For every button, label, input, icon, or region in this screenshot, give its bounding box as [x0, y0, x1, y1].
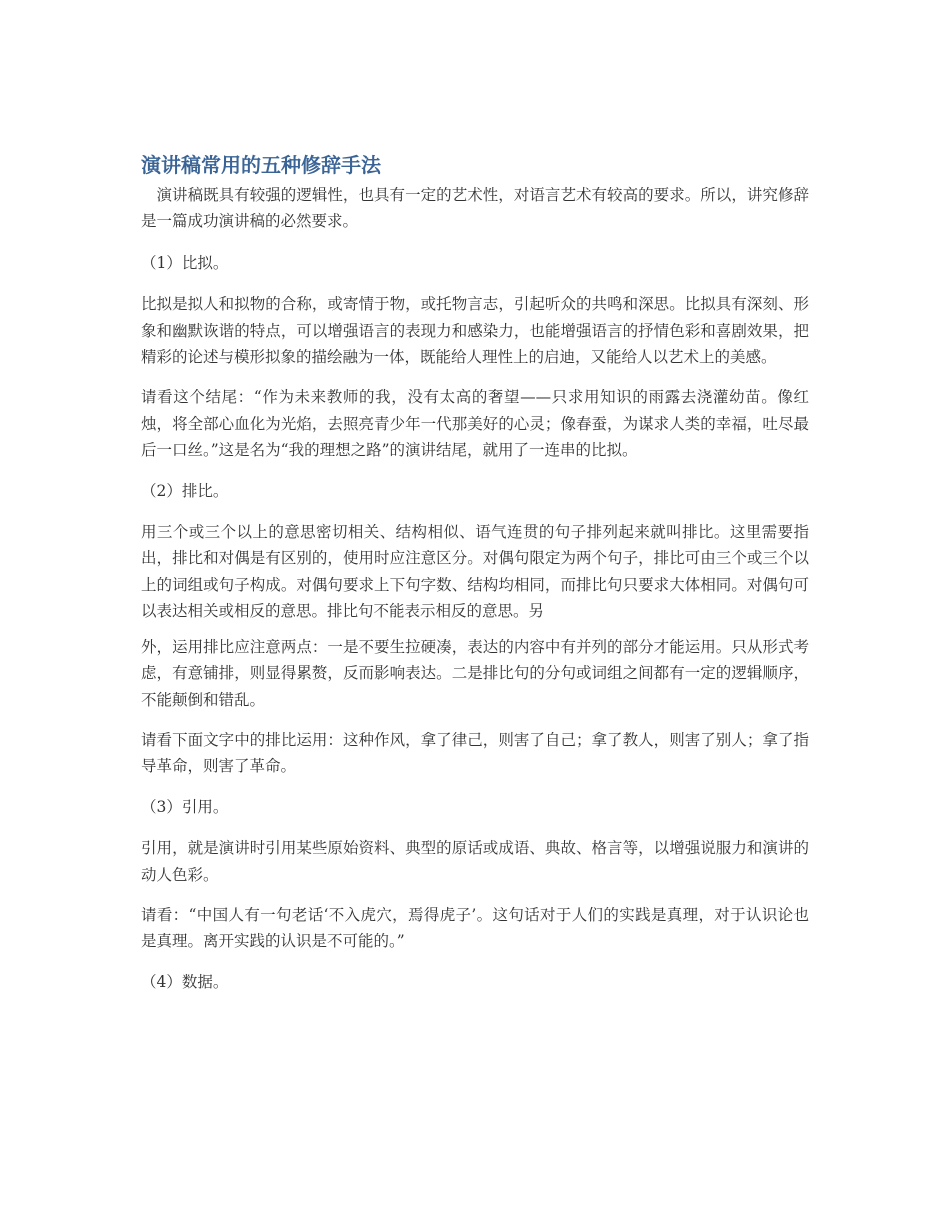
paragraph-yinyong-example: 请看：“中国人有一句老话‘不入虎穴，焉得虎子’。这句话对于人们的实践是真理，对于认识论也是真理。离开实践的认识是不可能的。” [141, 905, 809, 951]
section-heading-shuju: （4）数据。 [141, 972, 229, 991]
section-heading-bini: （1）比拟。 [141, 253, 229, 272]
paragraph-yinyong-definition: 引用，就是演讲时引用某些原始资料、典型的原话或成语、典故、格言等，以增强说服力和演讲的动人色彩。 [141, 839, 809, 884]
paragraph-paibi-definition: 用三个或三个以上的意思密切相关、结构相似、语气连贯的句子排列起来就叫排比。这里需要指出，排比和对偶是有区别的，使用时应注意区分。对偶句限定为两个句子，排比可由三个或三个以上的词组或句子构成。对偶句要求上下句字数、结构均相同，而排比句只要求大体相同。对偶句可以表达相关或相反的意思。排比句不能表示相反的意思。另 [141, 523, 809, 621]
paragraph-paibi-notes: 外，运用排比应注意两点：一是不要生拉硬凑，表达的内容中有并列的部分才能运用。只从形式考虑，有意铺排，则显得累赘，反而影响表达。二是排比句的分句或词组之间都有一定的逻辑顺序，不能颠倒和错乱。 [141, 637, 809, 709]
section-heading-yinyong: （3）引用。 [141, 797, 229, 816]
paragraph-bini-definition: 比拟是拟人和拟物的合称，或寄情于物，或托物言志，引起听众的共鸣和深思。比拟具有深刻、形象和幽默诙谐的特点，可以增强语言的表现力和感染力，也能增强语言的抒情色彩和喜剧效果，把精彩的论述与模形拟象的描绘融为一体，既能给人理性上的启迪，又能给人以艺术上的美感。 [141, 295, 809, 367]
document-page [141, 148, 809, 1010]
paragraph-paibi-example: 请看下面文字中的排比运用：这种作风，拿了律己，则害了自己；拿了教人，则害了别人；拿了指导革命，则害了革命。 [141, 730, 809, 776]
intro-paragraph: 演讲稿既具有较强的逻辑性，也具有一定的艺术性，对语言艺术有较高的要求。所以，讲究修辞是一篇成功演讲稿的必然要求。 [141, 186, 809, 231]
document-title: 演讲稿常用的五种修辞手法 [141, 153, 381, 177]
section-heading-paibi: （2）排比。 [141, 481, 229, 500]
paragraph-bini-example: 请看这个结尾：“作为未来教师的我，没有太高的奢望——只求用知识的雨露去浇灌幼苗。像红烛，将全部心血化为光焰，去照亮青少年一代那美好的心灵；像春蚕，为谋求人类的幸福，吐尽最后一口丝。”这是名为“我的理想之路”的演讲结尾，就用了一连串的比拟。 [141, 388, 809, 460]
